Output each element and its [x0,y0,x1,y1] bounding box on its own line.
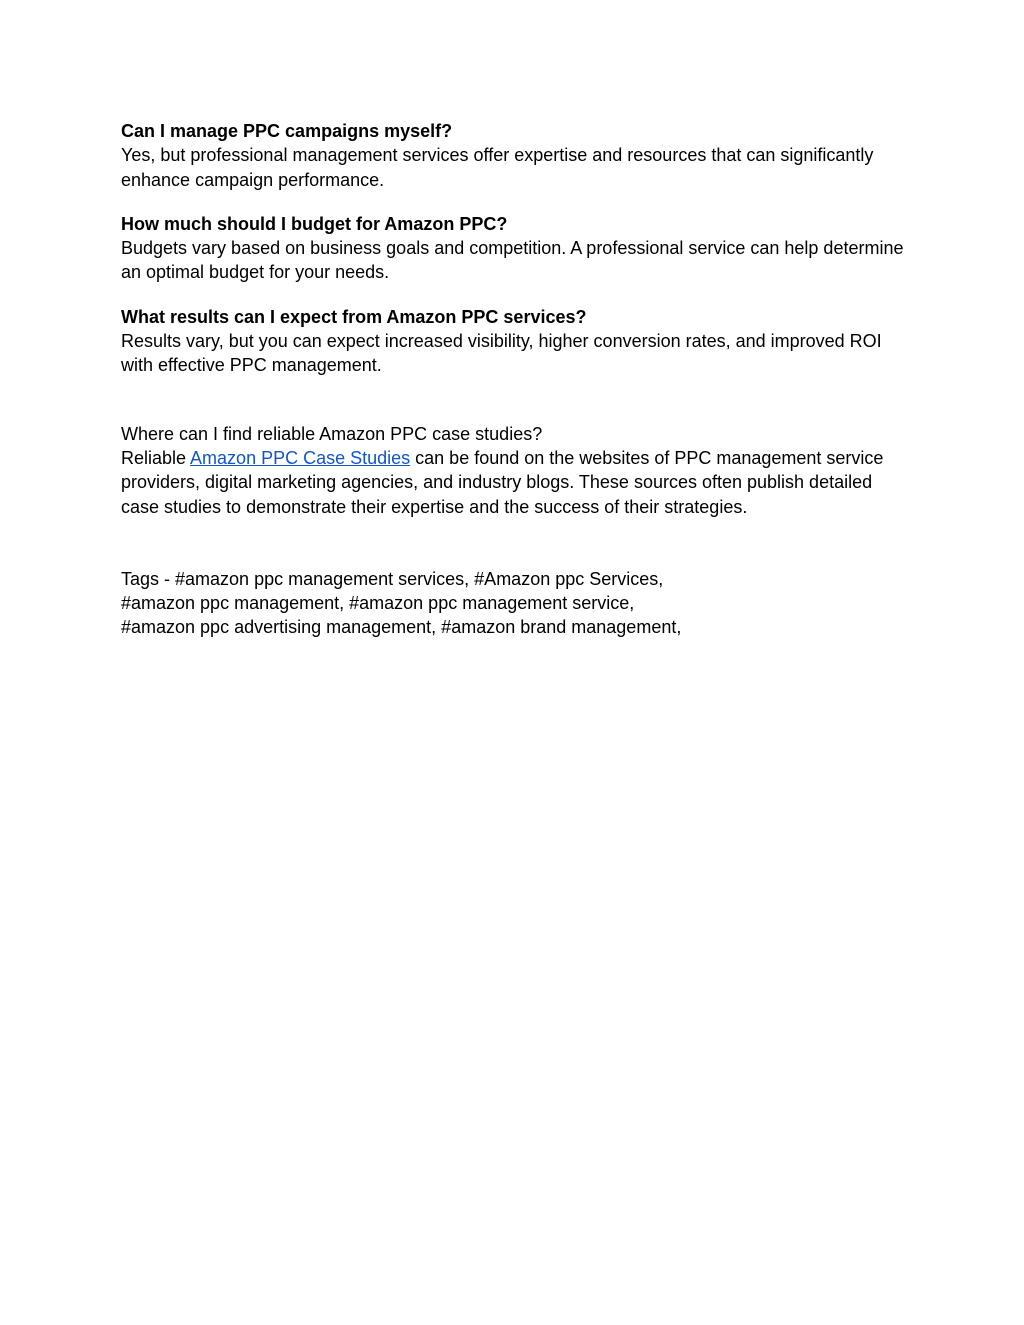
faq-question: Can I manage PPC campaigns myself? [121,121,453,141]
case-studies-question: Where can I find reliable Amazon PPC case studies? [121,423,543,444]
tags-line: Tags - #amazon ppc management services, #Amazon ppc Services, [121,568,664,589]
case-studies-answer [121,446,911,519]
case-studies-section [121,422,911,519]
faq-item [121,212,911,285]
case-studies-answer-prefix: Reliable [121,447,191,468]
faq-question: How much should I budget for Amazon PPC? [121,213,508,234]
faq-answer: Budgets vary based on business goals and competition. A professional service can help determine an optimal budget for your needs. [121,238,904,283]
faq-question: What results can I expect from Amazon PPC services? [121,306,587,327]
tags-section [121,567,911,640]
document-page [121,119,911,640]
faq-answer: Results vary, but you can expect increased visibility, higher conversion rates, and improved ROI with effective PPC management. [121,331,882,376]
faq-item [121,305,911,378]
amazon-ppc-case-studies-link[interactable]: Amazon PPC Case Studies [190,447,411,468]
case-studies-answer-suffix: can be found on the websites of PPC management service providers, digital marketing agencies, and industry blogs. These sources often publish detailed case studies to demonstrate their expertise and the success of their strategies. [121,447,884,517]
tags-line: #amazon ppc advertising management, #amazon brand management, [121,617,682,638]
tags-line: #amazon ppc management, #amazon ppc management service, [121,593,635,614]
faq-answer: Yes, but professional management services offer expertise and resources that can significantly enhance campaign performance. [121,145,874,190]
faq-item [121,119,911,192]
